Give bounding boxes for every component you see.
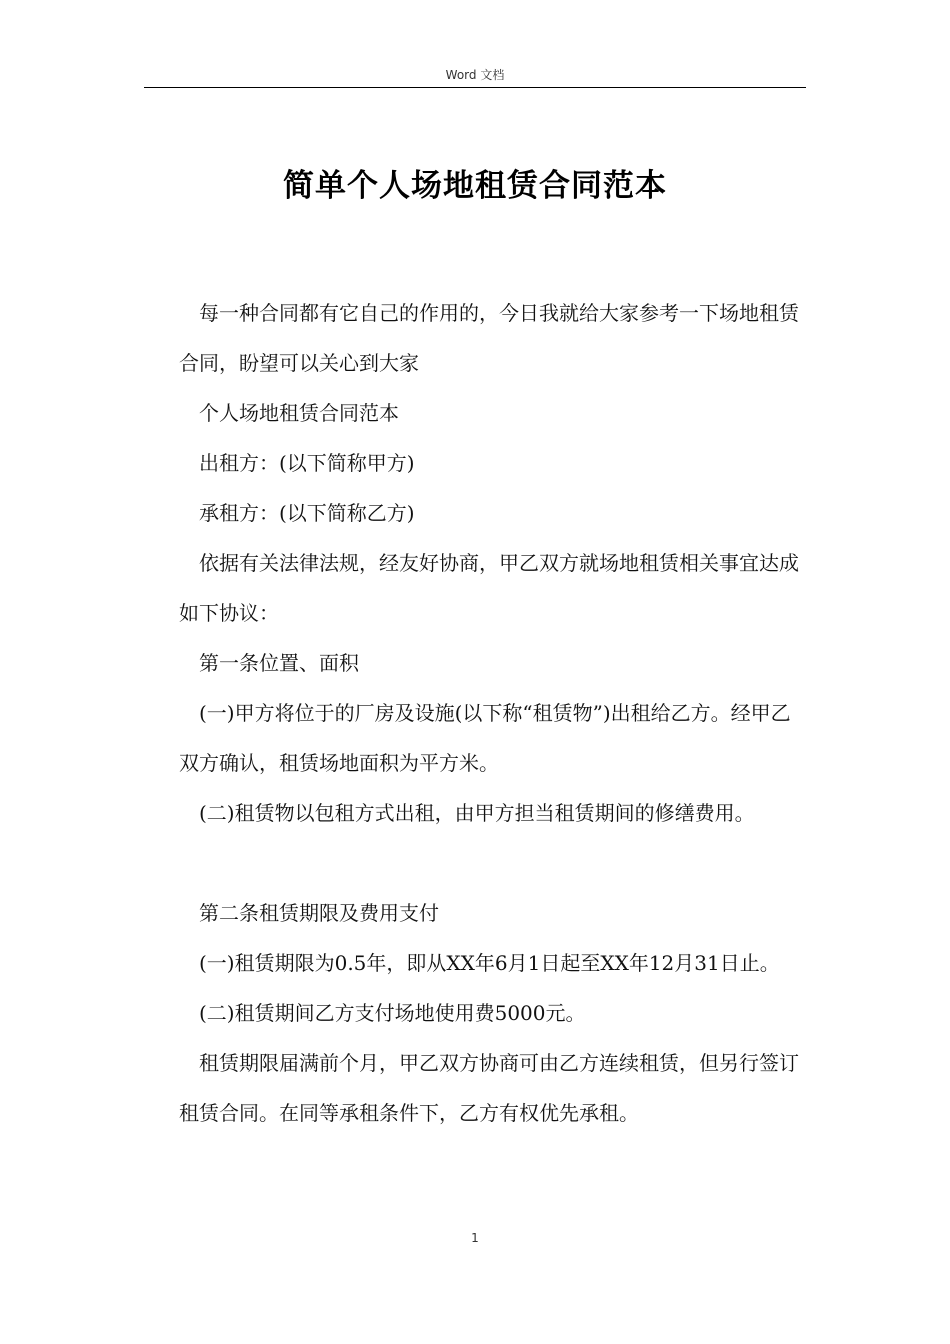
header-divider [144,87,806,88]
paragraph: 依据有关法律法规，经友好协商，甲乙双方就场地租赁相关事宜达成如下协议： [179,551,799,625]
paragraph: 承租方：(以下简称乙方) [199,501,415,525]
paragraph: (二)租赁期间乙方支付场地使用费5000元。 [199,1001,586,1025]
paragraph: (一)甲方将位于的厂房及设施(以下称“租赁物”)出租给乙方。经甲乙双方确认，租赁场地面积为平方米。 [179,701,791,775]
paragraph: 每一种合同都有它自己的作用的，今日我就给大家参考一下场地租赁合同，盼望可以关心到大家 [179,301,799,375]
section-heading: 第一条位置、面积 [199,651,359,675]
blank-line [179,838,809,888]
page-header: Word 文档 [445,68,505,82]
paragraph: 个人场地租赁合同范本 [199,401,399,425]
paragraph: (二)租赁物以包租方式出租，由甲方担当租赁期间的修缮费用。 [199,801,755,825]
paragraph: 租赁期限届满前个月，甲乙双方协商可由乙方连续租赁，但另行签订租赁合同。在同等承租条件下，乙方有权优先承租。 [179,1051,799,1125]
paragraph: (一)租赁期限为0.5年，即从XX年6月1日起至XX年12月31日止。 [199,951,780,975]
document-title: 简单个人场地租赁合同范本 [283,168,667,204]
paragraph: 出租方：(以下简称甲方) [199,451,415,475]
document-body [179,288,809,1138]
page-number: 1 [471,1231,479,1245]
section-heading: 第二条租赁期限及费用支付 [199,901,439,925]
